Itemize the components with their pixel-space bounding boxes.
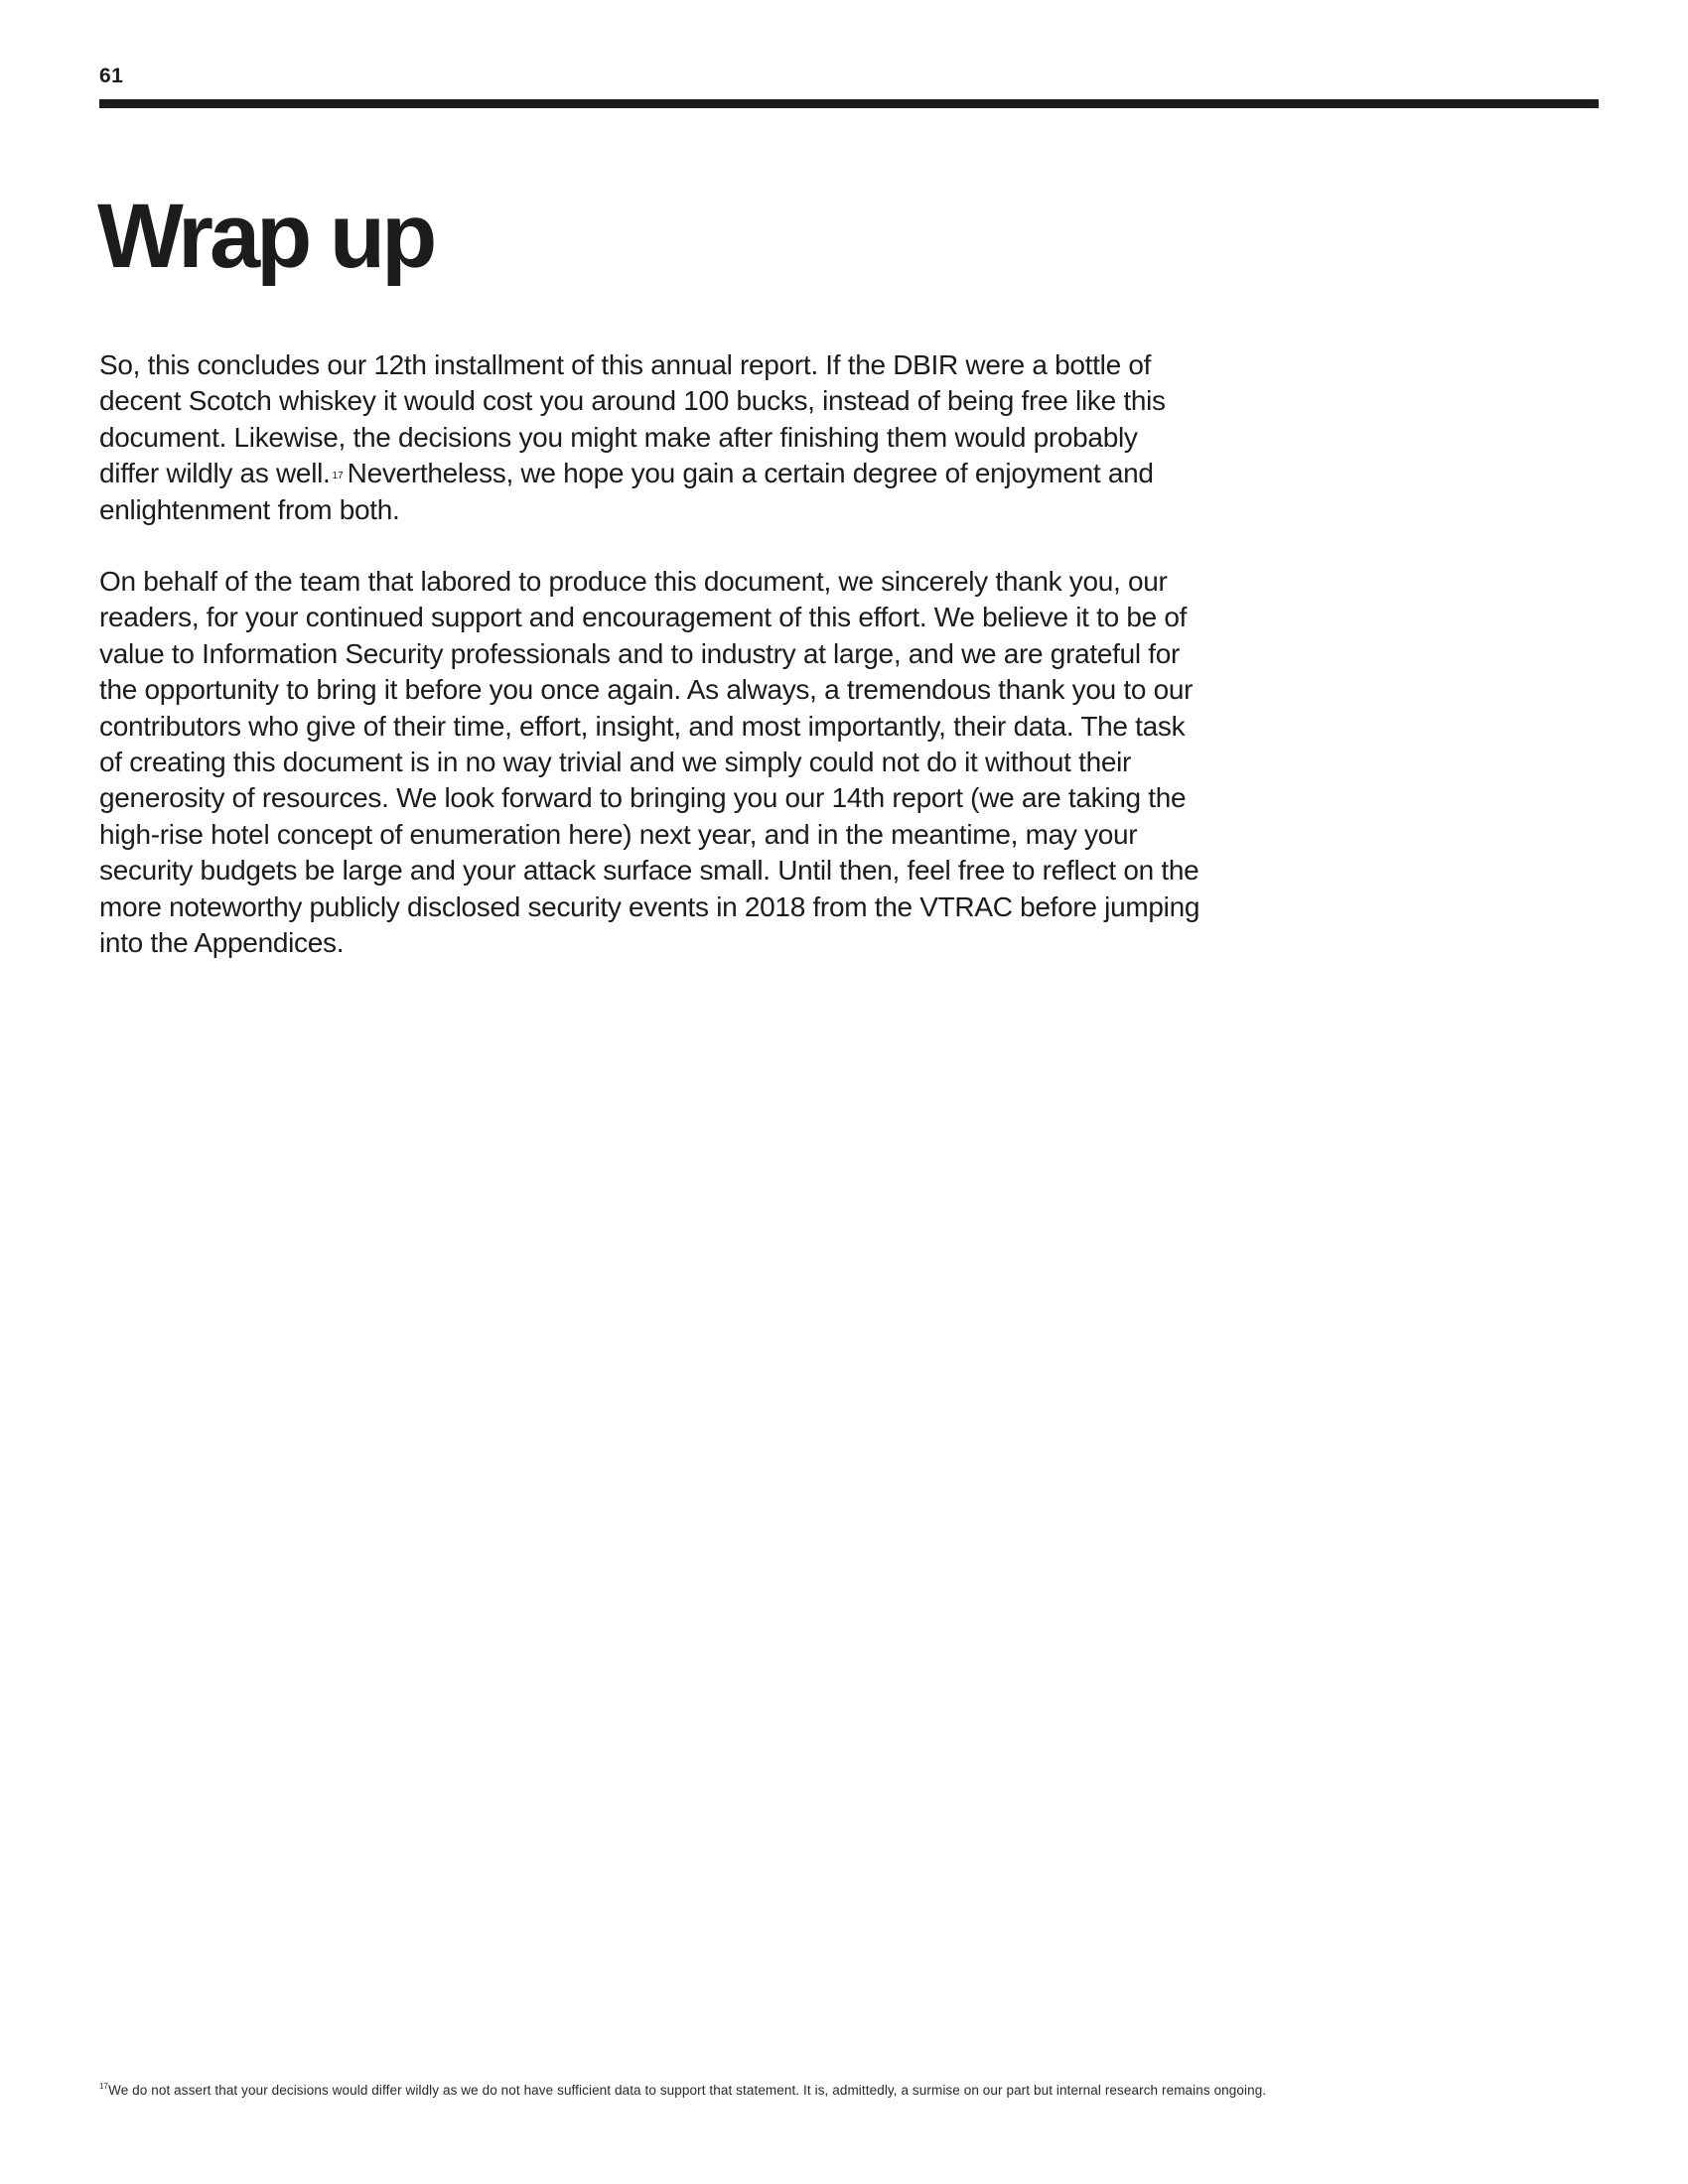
header-rule [99, 99, 1599, 108]
footnote-marker: 17 [99, 2082, 109, 2091]
paragraph-intro [99, 347, 1201, 528]
page-title: Wrap up [97, 186, 434, 287]
body-text [99, 347, 1201, 998]
footnote-text: We do not assert that your decisions would differ wildly as we do not have sufficient data to support that statement. It is, admittedly, a surmise on our part but internal research remains ongoing. [108, 2083, 1267, 2098]
page-number: 61 [99, 65, 124, 87]
footnote [99, 2083, 1589, 2099]
footnote-reference: 17 [332, 471, 344, 482]
paragraph-intro-continuation: Nevertheless, we hope you gain a certain degree of enjoyment and enlightenment from both. [99, 458, 1154, 525]
paragraph-thanks: On behalf of the team that labored to produce this document, we sincerely thank you, our readers, for your continued support and encouragement of this effort. We believe it to be of value to Information Security professionals and to industry at large, and we are grateful for the opportunity to bring it before you once again. As always, a tremendous thank you to our contributors who give of their time, effort, insight, and most importantly, their data. The task of creating this document is in no way trivial and we simply could not do it without their generosity of resources. We look forward to bringing you our 14th report (we are taking the high-rise hotel concept of enumeration here) next year, and in the meantime, may your security budgets be large and your attack surface small. Until then, feel free to reflect on the more noteworthy publicly disclosed security events in 2018 from the VTRAC before jumping into the Appendices. [99, 566, 1200, 959]
paragraph-intro-text: So, this concludes our 12th installment of this annual report. If the DBIR were a bottle of decent Scotch whiskey it would cost you around 100 bucks, instead of being free like this document. Likewise, the decisions you might make after finishing them would probably differ wildly as well. [99, 349, 1166, 489]
